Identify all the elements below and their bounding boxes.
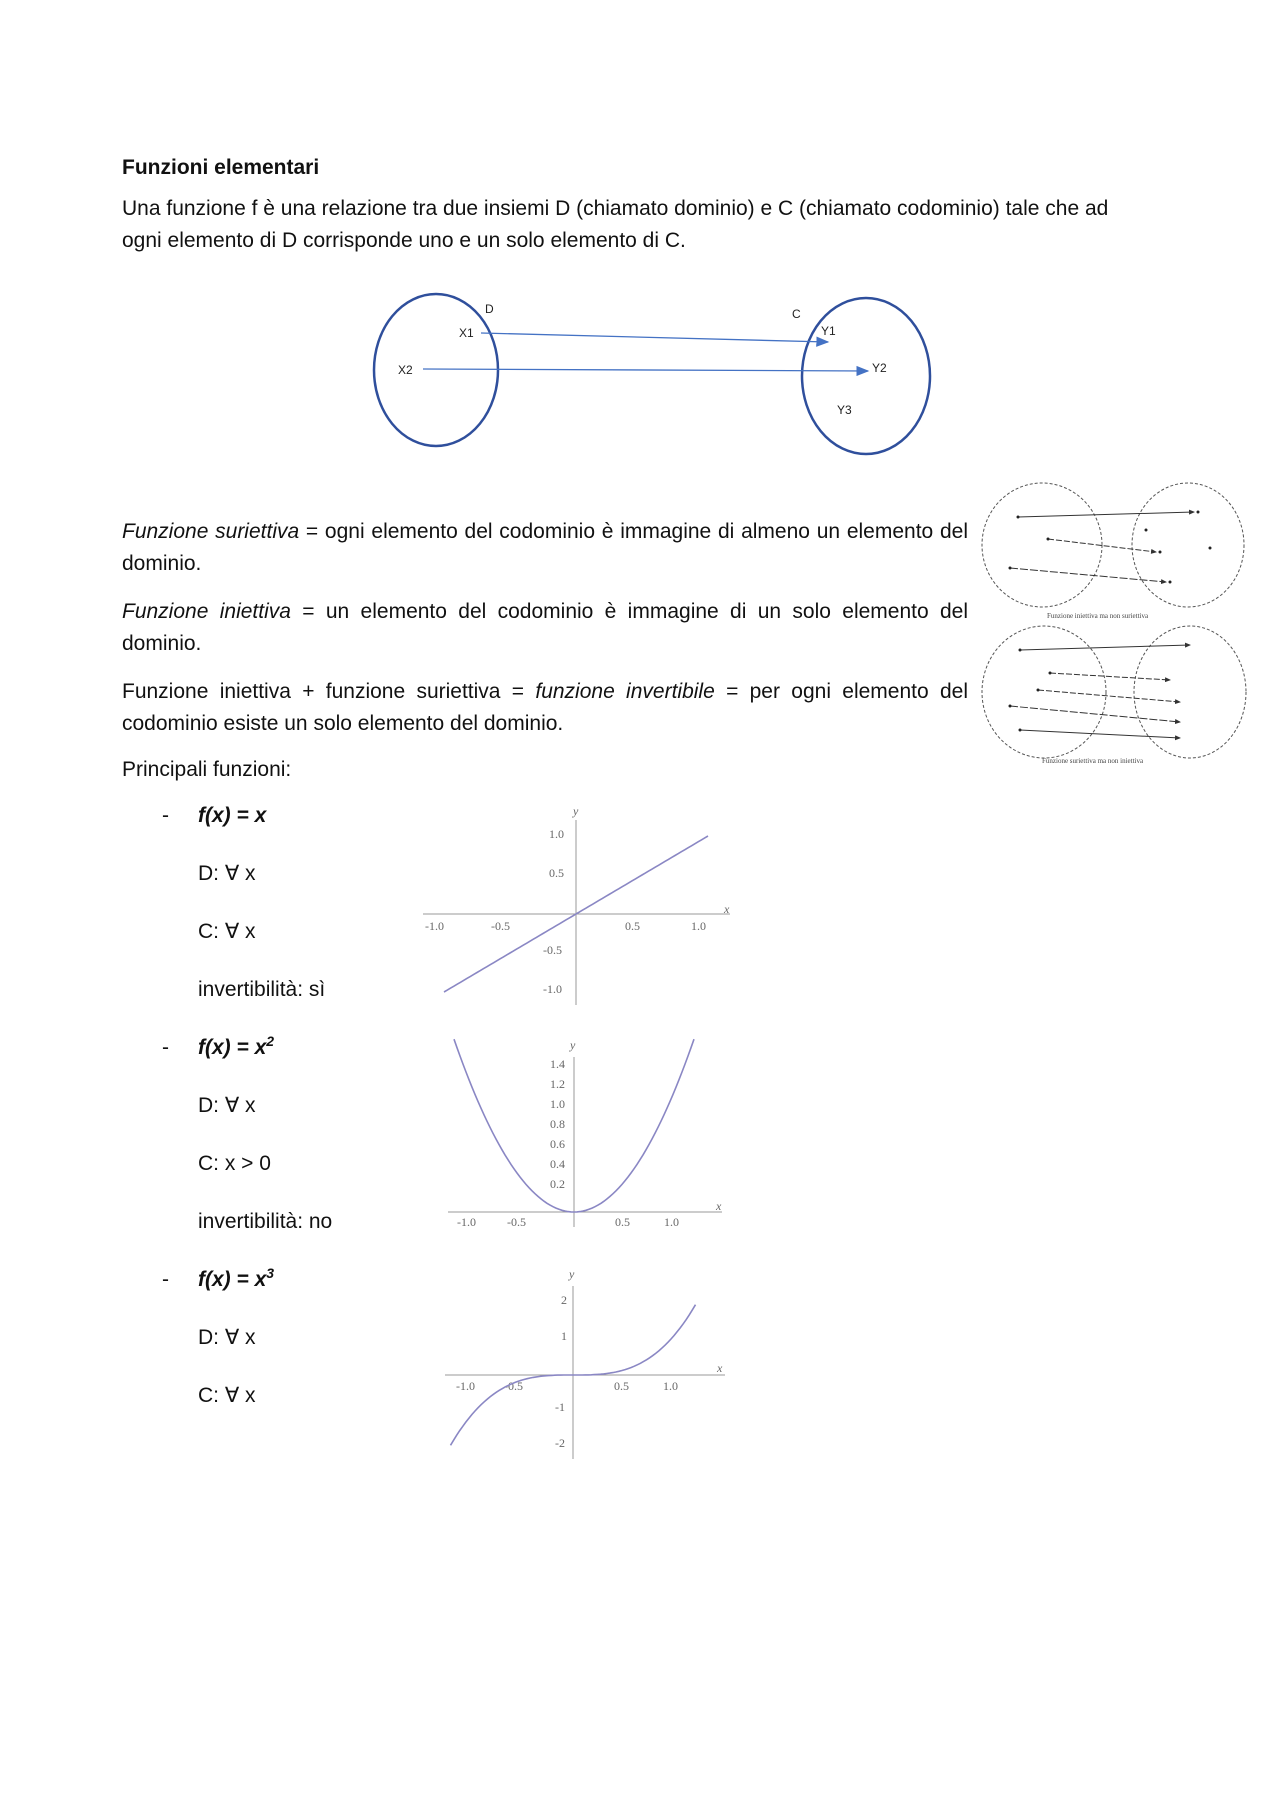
term-invertibile: funzione invertibile xyxy=(535,680,715,703)
function-3-codomain: C: ∀ x xyxy=(198,1384,256,1407)
codomain-set-ellipse xyxy=(802,298,930,454)
caption-surjective: Funzione suriettiva ma non iniettiva xyxy=(1042,757,1144,765)
arrow-top-3 xyxy=(1010,568,1166,582)
chart-cubic-ytick-2: 1 xyxy=(561,1329,567,1343)
arrow-bottom-2 xyxy=(1050,673,1170,680)
chart-quadratic-ytick-2: 1.2 xyxy=(550,1077,565,1091)
dot xyxy=(1037,689,1040,692)
dot xyxy=(1169,581,1172,584)
chart-cubic-xtick-3: 0.5 xyxy=(614,1379,629,1393)
function-1-codomain: C: ∀ x xyxy=(198,920,256,943)
list-dash-3: - xyxy=(162,1268,169,1291)
function-2-codomain: C: x > 0 xyxy=(198,1152,271,1175)
chart-quadratic-xtick-1: -1.0 xyxy=(457,1215,476,1229)
surjective-not-injective-figure xyxy=(982,626,1246,765)
chart-quadratic-ytick-1: 1.4 xyxy=(550,1057,565,1071)
intro-line-1: Una funzione f è una relazione tra due insiemi D (chiamato dominio) e C (chiamato codominio) tale che ad xyxy=(122,197,1109,220)
dot xyxy=(1019,729,1022,732)
function-2-name xyxy=(198,1032,274,1064)
chart-cubic-ytick-4: -2 xyxy=(555,1436,565,1450)
function-3-domain: D: ∀ x xyxy=(198,1326,256,1349)
text-invertibile: = per ogni elemento del codominio esiste un solo elemento del dominio. xyxy=(122,680,969,735)
chart-linear-ytick-3: -0.5 xyxy=(543,943,562,957)
codomain-item-y2: Y2 xyxy=(872,361,887,375)
chart-quadratic-ytick-3: 1.0 xyxy=(550,1097,565,1111)
chart-quadratic-ytick-7: 0.2 xyxy=(550,1177,565,1191)
codomain-label: C xyxy=(792,307,801,321)
dot xyxy=(1017,516,1020,519)
chart-cubic-ytick-3: -1 xyxy=(555,1400,565,1414)
text-iniettiva: = un elemento del codominio è immagine di un solo elemento del dominio. xyxy=(122,600,969,655)
chart-linear-xtick-4: 1.0 xyxy=(691,919,706,933)
chart-cubic-xtick-1: -1.0 xyxy=(456,1379,475,1393)
chart-quadratic-ylabel: y xyxy=(570,1038,576,1052)
chart-cubic-xtick-4: 1.0 xyxy=(663,1379,678,1393)
domain-label: D xyxy=(485,302,494,316)
domain-circle-top xyxy=(982,483,1102,607)
domain-set-ellipse xyxy=(374,294,498,446)
domain-circle-bottom xyxy=(982,626,1106,758)
principal-functions-title: Principali funzioni: xyxy=(122,758,292,781)
chart-linear-xtick-2: -0.5 xyxy=(491,919,510,933)
function-2-exponent: 2 xyxy=(266,1033,275,1049)
function-1-name xyxy=(198,800,266,832)
intro-line-2: ogni elemento di D corrisponde uno e un solo elemento di C. xyxy=(122,229,686,252)
chart-linear-ytick-4: -1.0 xyxy=(543,982,562,996)
page-title: Funzioni elementari xyxy=(122,156,320,179)
function-2-domain: D: ∀ x xyxy=(198,1094,256,1117)
function-3-exponent: 3 xyxy=(266,1265,275,1281)
side-figures xyxy=(980,480,1250,770)
dot xyxy=(1009,567,1012,570)
function-1-expr: f(x) = x xyxy=(198,804,267,827)
chart-quadratic-xtick-2: -0.5 xyxy=(507,1215,526,1229)
dot xyxy=(1019,649,1022,652)
chart-quadratic-ytick-4: 0.8 xyxy=(550,1117,565,1131)
caption-injective: Funzione iniettiva ma non suriettiva xyxy=(1047,612,1149,620)
chart-linear-xtick-3: 0.5 xyxy=(625,919,640,933)
dot xyxy=(1209,547,1212,550)
codomain-item-y1: Y1 xyxy=(821,324,836,338)
chart-quadratic-ytick-5: 0.6 xyxy=(550,1137,565,1151)
arrow-top-1 xyxy=(1018,512,1194,517)
chart-linear-ytick-1: 1.0 xyxy=(549,827,564,841)
list-dash-1: - xyxy=(162,804,169,827)
dot xyxy=(1049,672,1052,675)
function-2-expr: f(x) = x xyxy=(198,1036,267,1059)
chart-quadratic-xlabel: x xyxy=(716,1199,722,1213)
text-suriettiva: = ogni elemento del codominio è immagine di almeno un elemento del dominio. xyxy=(122,520,968,575)
chart-cubic xyxy=(440,1264,740,1459)
list-dash-2: - xyxy=(162,1036,169,1059)
dot xyxy=(1159,551,1162,554)
mapping-diagram xyxy=(360,290,940,460)
arrow-bottom-1 xyxy=(1020,645,1190,650)
dot xyxy=(1197,511,1200,514)
chart-cubic-xtick-2: -0.5 xyxy=(504,1379,523,1393)
chart-linear-xtick-1: -1.0 xyxy=(425,919,444,933)
definition-invertibile xyxy=(122,676,968,740)
codomain-circle-top xyxy=(1132,483,1244,607)
chart-cubic-ylabel: y xyxy=(569,1267,575,1281)
chart-linear-ytick-2: 0.5 xyxy=(549,866,564,880)
term-suriettiva: Funzione suriettiva xyxy=(122,520,300,543)
dot xyxy=(1009,705,1012,708)
function-2-invertibility: invertibilità: no xyxy=(198,1210,333,1233)
domain-item-x1: X1 xyxy=(459,326,474,340)
function-3-name xyxy=(198,1264,274,1296)
chart-linear-xlabel: x xyxy=(724,902,730,916)
function-3-expr: f(x) = x xyxy=(198,1268,267,1291)
chart-cubic-ytick-1: 2 xyxy=(561,1293,567,1307)
chart-quadratic-xtick-4: 1.0 xyxy=(664,1215,679,1229)
arrow-bottom-5 xyxy=(1020,730,1180,738)
dot xyxy=(1047,538,1050,541)
function-1-domain: D: ∀ x xyxy=(198,862,256,885)
definition-suriettiva xyxy=(122,516,968,580)
term-iniettiva: Funzione iniettiva xyxy=(122,600,291,623)
chart-quadratic xyxy=(440,1032,740,1232)
arrow-x1-y1 xyxy=(481,333,828,342)
chart-linear xyxy=(415,800,745,1005)
pre-invertibile: Funzione iniettiva + funzione suriettiva = xyxy=(122,680,536,703)
codomain-item-y3: Y3 xyxy=(837,403,852,417)
dot xyxy=(1145,529,1148,532)
domain-item-x2: X2 xyxy=(398,363,413,377)
function-1-invertibility: invertibilità: sì xyxy=(198,978,326,1001)
chart-quadratic-xtick-3: 0.5 xyxy=(615,1215,630,1229)
chart-cubic-xlabel: x xyxy=(717,1361,723,1375)
definition-iniettiva xyxy=(122,596,968,660)
arrow-bottom-4 xyxy=(1010,706,1180,722)
arrow-bottom-3 xyxy=(1038,690,1180,702)
chart-quadratic-ytick-6: 0.4 xyxy=(550,1157,565,1171)
injective-not-surjective-figure xyxy=(982,483,1244,620)
chart-linear-ylabel: y xyxy=(573,804,579,818)
